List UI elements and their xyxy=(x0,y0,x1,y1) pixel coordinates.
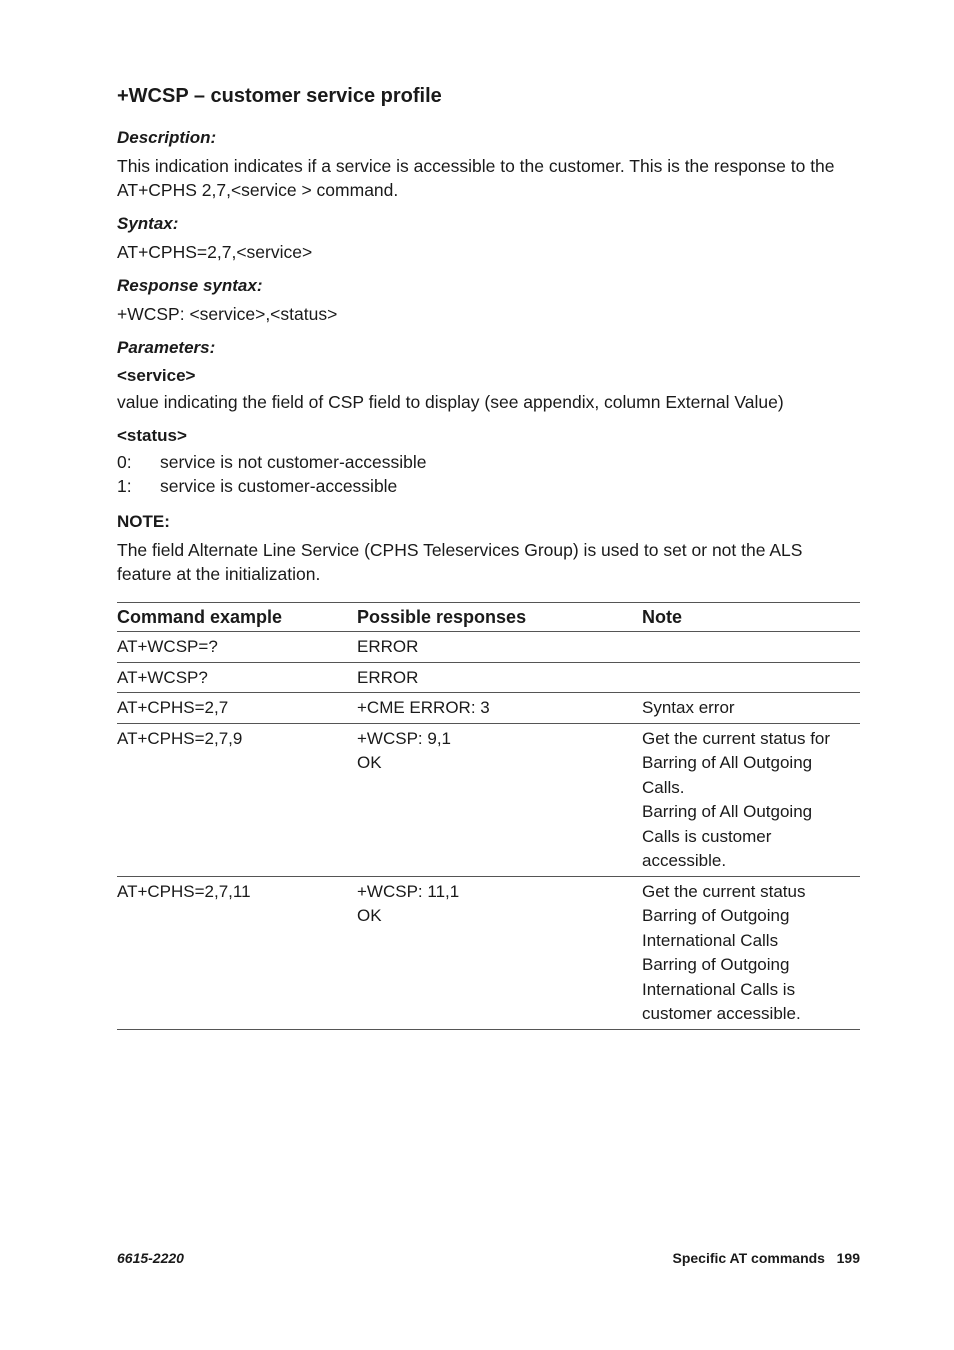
description-text: This indication indicates if a service is accessible to the customer. This is the response to the AT+CPHS 2,7,<service > command. xyxy=(117,156,835,200)
cell-command: AT+WCSP=? xyxy=(117,637,218,656)
page-number: 199 xyxy=(836,1250,860,1266)
cell-command: AT+CPHS=2,7 xyxy=(117,698,229,717)
cell-command: AT+CPHS=2,7,11 xyxy=(117,881,251,901)
status-value-text: service is not customer-accessible xyxy=(160,452,427,472)
header-note: Note xyxy=(642,606,682,627)
response-syntax-heading: Response syntax: xyxy=(117,276,263,295)
param-service-name: <service> xyxy=(117,366,196,385)
header-command-example: Command example xyxy=(117,606,283,627)
table-row xyxy=(117,876,860,1029)
document-id: 6615-2220 xyxy=(117,1250,184,1266)
cell-note: Get the current status Barring of Outgoing International Calls Barring of Outgoing International Calls is customer accessible. xyxy=(642,881,806,1023)
syntax-text: AT+CPHS=2,7,<service> xyxy=(117,242,313,262)
page-footer xyxy=(117,1250,860,1266)
note-text: The field Alternate Line Service (CPHS Teleservices Group) is used to set or not the ALS feature at the initialization. xyxy=(117,540,803,584)
table-row xyxy=(117,662,860,693)
cell-response: +CME ERROR: 3 xyxy=(357,698,490,717)
list-item xyxy=(117,450,860,474)
section-title: Specific AT commands xyxy=(672,1250,825,1266)
cell-response: ERROR xyxy=(357,637,419,656)
cell-note xyxy=(642,662,860,693)
status-value-text: service is customer-accessible xyxy=(160,476,398,496)
table-row xyxy=(117,632,860,663)
document-page xyxy=(117,82,860,1030)
param-status-name: <status> xyxy=(117,426,187,445)
status-values-list xyxy=(117,450,860,498)
parameters-heading: Parameters: xyxy=(117,338,216,357)
note-heading: NOTE: xyxy=(117,512,170,531)
list-item xyxy=(117,474,860,498)
table-row xyxy=(117,693,860,724)
command-example-table xyxy=(117,602,860,1030)
cell-command: AT+CPHS=2,7,9 xyxy=(117,728,243,748)
page-title: +WCSP – customer service profile xyxy=(117,85,442,107)
cell-note xyxy=(642,632,860,663)
cell-response: +WCSP: 9,1 OK xyxy=(357,728,452,772)
syntax-heading: Syntax: xyxy=(117,214,179,233)
description-heading: Description: xyxy=(117,128,217,147)
param-service-text: value indicating the field of CSP field to display (see appendix, column External Value) xyxy=(117,392,784,412)
cell-command: AT+WCSP? xyxy=(117,667,208,687)
cell-response: +WCSP: 11,1 OK xyxy=(357,881,460,925)
status-value-num: 1: xyxy=(117,476,132,496)
response-syntax-text: +WCSP: <service>,<status> xyxy=(117,304,338,324)
cell-note: Get the current status for Barring of All Outgoing Calls. Barring of All Outgoing Calls is customer accessible. xyxy=(642,728,831,870)
cell-note: Syntax error xyxy=(642,698,735,717)
status-value-num: 0: xyxy=(117,452,132,472)
cell-response: ERROR xyxy=(357,667,419,687)
footer-section xyxy=(672,1250,860,1266)
table-row xyxy=(117,723,860,876)
header-possible-responses: Possible responses xyxy=(357,606,527,627)
table-header-row xyxy=(117,603,860,632)
